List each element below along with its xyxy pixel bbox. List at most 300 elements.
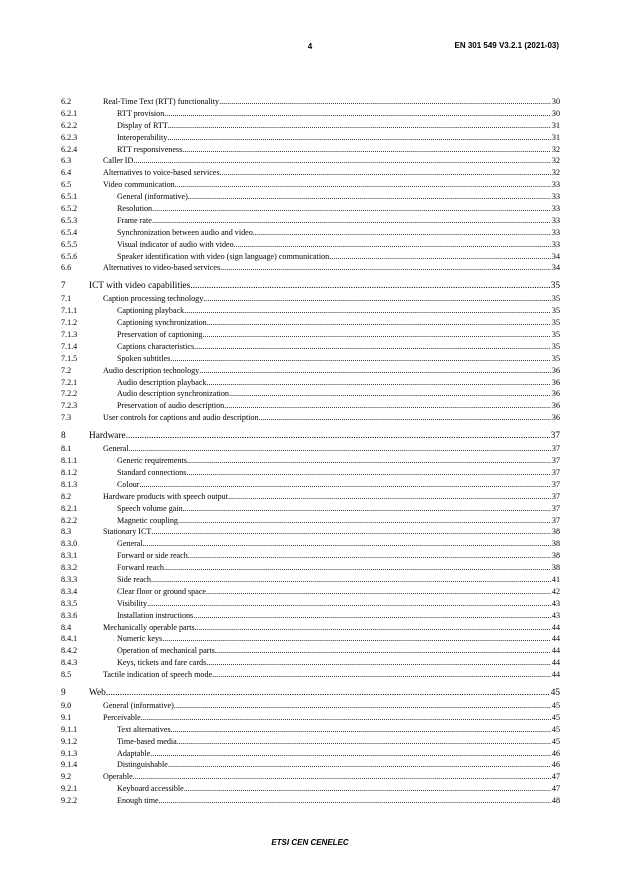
toc-entry-number: 7.1.1 — [61, 306, 78, 316]
toc-entry-title: Operable — [103, 772, 133, 782]
toc-entry[interactable] — [61, 341, 560, 353]
toc-entry-title: General (informative) — [117, 192, 188, 202]
toc-entry[interactable] — [61, 633, 560, 645]
toc-entry-title: Keyboard accessible — [117, 784, 184, 794]
toc-dot-leader — [150, 748, 551, 760]
toc-entry[interactable] — [61, 167, 560, 179]
toc-entry-title: General — [117, 539, 143, 549]
toc-entry-page: 37 — [551, 456, 560, 466]
toc-entry-page: 32 — [551, 168, 560, 178]
toc-entry-number: 9 — [61, 687, 66, 698]
toc-dot-leader — [183, 503, 551, 515]
table-of-contents — [61, 96, 560, 807]
toc-entry-title: Preservation of audio description — [117, 401, 225, 411]
toc-dot-leader — [168, 759, 551, 771]
toc-entry-page: 45 — [550, 687, 560, 698]
toc-entry-page: 38 — [551, 551, 560, 561]
toc-entry-title: Audio description playback — [117, 377, 207, 387]
toc-entry[interactable] — [61, 586, 560, 598]
toc-entry-body — [117, 455, 560, 467]
toc-entry-body — [117, 657, 560, 669]
toc-entry[interactable] — [61, 179, 560, 191]
toc-entry-body — [103, 96, 560, 108]
toc-entry-body — [103, 365, 560, 377]
toc-entry-page: 37 — [551, 479, 560, 489]
toc-entry-number: 6.5.2 — [61, 204, 78, 214]
toc-entry-page: 33 — [551, 180, 560, 190]
toc-entry-page: 41 — [551, 574, 560, 584]
toc-entry-page: 34 — [551, 263, 560, 273]
toc-entry-page: 36 — [551, 365, 560, 375]
toc-entry[interactable] — [61, 317, 560, 329]
page-number: 4 — [307, 42, 313, 51]
toc-entry[interactable] — [61, 467, 560, 479]
toc-dot-leader — [174, 700, 551, 712]
toc-entry-number: 6.2.3 — [61, 132, 78, 142]
toc-entry[interactable] — [61, 251, 560, 263]
toc-entry-page: 36 — [551, 377, 560, 387]
toc-entry-number: 9.2 — [61, 772, 72, 782]
toc-entry-title: Generic requirements — [117, 456, 187, 466]
toc-entry-page: 36 — [551, 389, 560, 399]
toc-entry[interactable] — [61, 400, 560, 412]
toc-entry-number: 9.1.4 — [61, 760, 78, 770]
toc-entry[interactable] — [61, 96, 560, 108]
toc-entry-title: Visual indicator of audio with video — [117, 239, 234, 249]
toc-entry-page: 33 — [551, 227, 560, 237]
toc-entry-title: Interoperability — [117, 132, 168, 142]
toc-entry-number: 6.5.3 — [61, 215, 78, 225]
toc-dot-leader — [259, 412, 551, 424]
toc-entry-body — [117, 120, 560, 132]
toc-entry-page: 36 — [551, 401, 560, 411]
toc-entry-body — [103, 771, 560, 783]
toc-dot-leader — [206, 377, 550, 389]
toc-entry-body — [117, 759, 560, 771]
toc-dot-leader — [151, 574, 551, 586]
toc-entry-title: Caller ID — [103, 156, 134, 166]
toc-entry-number: 9.2.1 — [61, 784, 78, 794]
toc-entry-title: Forward reach — [117, 563, 164, 573]
toc-entry-title: Display of RTT — [117, 120, 168, 130]
toc-dot-leader — [139, 479, 550, 491]
toc-entry-body — [117, 144, 560, 156]
toc-entry-page: 37 — [551, 491, 560, 501]
toc-entry[interactable] — [61, 203, 560, 215]
toc-dot-leader — [220, 262, 551, 274]
toc-entry-number: 7.1.2 — [61, 318, 78, 328]
toc-entry-number: 7.1 — [61, 294, 72, 304]
toc-entry[interactable] — [61, 526, 560, 538]
toc-entry[interactable] — [61, 388, 560, 400]
toc-entry-title: Magnetic coupling — [117, 515, 178, 525]
toc-entry-page: 33 — [551, 192, 560, 202]
toc-entry-page: 33 — [551, 215, 560, 225]
toc-entry-number: 9.1.1 — [61, 724, 78, 734]
toc-entry-title: Text alternatives — [117, 724, 171, 734]
toc-entry-number: 8.3.3 — [61, 574, 78, 584]
toc-dot-leader — [164, 562, 551, 574]
toc-entry-body — [117, 305, 560, 317]
toc-entry-body — [117, 783, 560, 795]
toc-entry[interactable] — [61, 305, 560, 317]
toc-entry[interactable] — [61, 491, 560, 503]
toc-entry-number: 6.3 — [61, 156, 72, 166]
toc-entry[interactable] — [61, 191, 560, 203]
toc-entry-number: 6.5.1 — [61, 192, 78, 202]
toc-entry-page: 38 — [551, 527, 560, 537]
toc-entry-page: 33 — [551, 239, 560, 249]
toc-entry[interactable] — [61, 215, 560, 227]
toc-entry-page: 46 — [551, 748, 560, 758]
toc-entry[interactable] — [61, 657, 560, 669]
toc-entry[interactable] — [61, 748, 560, 760]
toc-entry-title: Web — [89, 687, 106, 698]
toc-entry-title: Synchronization between audio and video — [117, 227, 253, 237]
toc-entry-title: Visibility — [117, 598, 148, 608]
toc-dot-leader — [193, 610, 551, 622]
toc-entry-title: Standard connections — [117, 467, 187, 477]
toc-entry[interactable] — [61, 610, 560, 622]
toc-entry-number: 8.3 — [61, 527, 72, 537]
toc-dot-leader — [212, 669, 551, 681]
toc-entry-number: 8.3.6 — [61, 610, 78, 620]
toc-dot-leader — [129, 443, 551, 455]
toc-dot-leader — [224, 400, 551, 412]
toc-entry-page: 45 — [551, 712, 560, 722]
toc-dot-leader — [159, 795, 551, 807]
toc-entry-body — [117, 239, 560, 251]
toc-dot-leader — [147, 598, 551, 610]
toc-entry[interactable] — [61, 700, 560, 712]
toc-entry-body — [117, 227, 560, 239]
toc-entry-number: 7.2.2 — [61, 389, 78, 399]
toc-entry-number: 8.5 — [61, 670, 72, 680]
toc-entry-number: 8.2.2 — [61, 515, 78, 525]
toc-entry-body — [117, 645, 560, 657]
toc-dot-leader — [126, 430, 550, 443]
toc-entry-page: 45 — [551, 700, 560, 710]
toc-entry[interactable] — [61, 736, 560, 748]
toc-entry-number: 9.1 — [61, 712, 72, 722]
toc-entry-body — [103, 167, 560, 179]
toc-entry-body — [117, 538, 560, 550]
toc-dot-leader — [182, 144, 551, 156]
toc-entry[interactable] — [61, 503, 560, 515]
toc-entry-number: 9.0 — [61, 700, 72, 710]
toc-entry[interactable] — [61, 262, 560, 274]
toc-entry-title: Captions characteristics — [117, 341, 195, 351]
toc-entry[interactable] — [61, 538, 560, 550]
toc-entry-page: 47 — [551, 772, 560, 782]
toc-entry-number: 8.3.5 — [61, 598, 78, 608]
toc-entry-number: 8.1.2 — [61, 467, 78, 477]
toc-entry-body — [117, 574, 560, 586]
toc-entry-body — [117, 633, 560, 645]
toc-entry-title: Tactile indication of speech mode — [103, 670, 213, 680]
toc-entry-page: 45 — [551, 736, 560, 746]
toc-dot-leader — [188, 550, 551, 562]
toc-entry-title: Spoken subtitles — [117, 353, 171, 363]
toc-dot-leader — [170, 353, 551, 365]
toc-entry-title: Resolution — [117, 204, 153, 214]
document-id: EN 301 549 V3.2.1 (2021-03) — [454, 41, 559, 50]
toc-entry-number: 8.4.2 — [61, 646, 78, 656]
toc-entry-number: 7.1.5 — [61, 353, 78, 363]
toc-entry[interactable] — [61, 598, 560, 610]
toc-entry-body — [117, 515, 560, 527]
toc-entry-title: Caption processing technology — [103, 294, 204, 304]
toc-entry-page: 45 — [551, 724, 560, 734]
toc-entry-page: 35 — [551, 330, 560, 340]
toc-entry[interactable] — [61, 108, 560, 120]
toc-entry[interactable] — [61, 771, 560, 783]
toc-dot-leader — [228, 491, 551, 503]
toc-entry[interactable] — [61, 622, 560, 634]
toc-dot-leader — [171, 724, 551, 736]
toc-entry-page: 31 — [551, 120, 560, 130]
toc-entry-page: 30 — [551, 108, 560, 118]
toc-entry-body — [103, 491, 560, 503]
toc-entry[interactable] — [61, 365, 560, 377]
toc-entry-title: Audio description technology — [103, 365, 200, 375]
toc-entry-body — [89, 430, 560, 443]
toc-entry-title: Frame rate — [117, 215, 152, 225]
toc-entry-number: 7 — [61, 281, 66, 292]
toc-entry[interactable] — [61, 430, 560, 443]
toc-dot-leader — [143, 538, 551, 550]
toc-entry[interactable] — [61, 443, 560, 455]
toc-entry-title: Side reach — [117, 574, 151, 584]
toc-entry-page: 30 — [551, 97, 560, 106]
toc-dot-leader — [151, 526, 551, 538]
toc-entry-body — [117, 251, 560, 263]
toc-entry-title: ICT with video capabilities — [89, 281, 191, 292]
toc-entry-page: 32 — [551, 144, 560, 154]
toc-entry-page: 37 — [551, 503, 560, 513]
toc-entry-page: 35 — [551, 353, 560, 363]
toc-entry-number: 8.3.0 — [61, 539, 78, 549]
toc-entry-number: 8.2 — [61, 491, 72, 501]
toc-entry-body — [117, 329, 560, 341]
toc-entry-page: 32 — [551, 156, 560, 166]
toc-entry-body — [103, 443, 560, 455]
toc-entry[interactable] — [61, 550, 560, 562]
toc-entry-number: 8.1 — [61, 444, 72, 454]
toc-entry[interactable] — [61, 280, 560, 293]
toc-entry-page: 38 — [551, 539, 560, 549]
toc-entry-number: 7.3 — [61, 413, 72, 423]
toc-entry[interactable] — [61, 783, 560, 795]
toc-entry[interactable] — [61, 353, 560, 365]
toc-dot-leader — [164, 108, 551, 120]
toc-entry[interactable] — [61, 479, 560, 491]
toc-entry-body — [117, 108, 560, 120]
toc-entry-page: 35 — [551, 306, 560, 316]
toc-entry-number: 7.2 — [61, 365, 72, 375]
toc-entry-number: 8.1.1 — [61, 456, 78, 466]
toc-entry-body — [117, 132, 560, 144]
toc-entry-page: 37 — [550, 431, 560, 442]
toc-entry-body — [103, 262, 560, 274]
toc-entry-body — [117, 479, 560, 491]
toc-entry-title: Installation instructions — [117, 610, 194, 620]
toc-entry[interactable] — [61, 669, 560, 681]
toc-entry-number: 9.1.2 — [61, 736, 78, 746]
toc-dot-leader — [215, 645, 551, 657]
toc-dot-leader — [186, 467, 550, 479]
toc-entry-number: 8.4.1 — [61, 634, 78, 644]
toc-entry-title: General — [103, 444, 129, 454]
toc-entry-title: Captioning synchronization — [117, 318, 207, 328]
toc-dot-leader — [177, 736, 551, 748]
toc-entry-page: 33 — [551, 204, 560, 214]
toc-dot-leader — [178, 515, 551, 527]
toc-entry-number: 6.6 — [61, 263, 72, 273]
toc-entry-title: Adaptable — [117, 748, 151, 758]
toc-entry-body — [117, 562, 560, 574]
toc-entry[interactable] — [61, 759, 560, 771]
toc-entry-body — [117, 467, 560, 479]
toc-dot-leader — [188, 191, 551, 203]
toc-entry-title: Numeric keys — [117, 634, 163, 644]
toc-entry-number: 6.4 — [61, 168, 72, 178]
toc-entry-body — [117, 353, 560, 365]
toc-entry-number: 9.1.3 — [61, 748, 78, 758]
toc-entry-body — [103, 412, 560, 424]
toc-entry-title: Audio description synchronization — [117, 389, 229, 399]
toc-entry-number: 8.4.3 — [61, 658, 78, 668]
toc-entry-page: 42 — [551, 586, 560, 596]
toc-dot-leader — [106, 687, 550, 700]
toc-entry[interactable] — [61, 515, 560, 527]
toc-entry-page: 36 — [551, 413, 560, 423]
toc-entry-body — [117, 586, 560, 598]
toc-entry-page: 47 — [551, 784, 560, 794]
toc-dot-leader — [190, 280, 549, 293]
toc-entry-number: 7.1.4 — [61, 341, 78, 351]
toc-entry-title: Mechanically operable parts — [103, 622, 195, 632]
toc-dot-leader — [253, 227, 551, 239]
toc-entry-page: 44 — [551, 646, 560, 656]
toc-entry[interactable] — [61, 455, 560, 467]
toc-dot-leader — [206, 657, 551, 669]
toc-entry-page: 43 — [551, 610, 560, 620]
toc-entry-body — [89, 280, 560, 293]
toc-entry-title: Real-Time Text (RTT) functionality — [103, 97, 220, 106]
toc-entry-number: 6.5.4 — [61, 227, 78, 237]
toc-entry-title: Enough time — [117, 796, 159, 806]
toc-entry[interactable] — [61, 645, 560, 657]
toc-entry[interactable] — [61, 724, 560, 736]
toc-entry[interactable] — [61, 412, 560, 424]
toc-entry-body — [89, 687, 560, 700]
toc-entry[interactable] — [61, 144, 560, 156]
toc-entry-body — [103, 622, 560, 634]
toc-entry-number: 7.2.3 — [61, 401, 78, 411]
toc-entry[interactable] — [61, 795, 560, 807]
toc-entry-title: General (informative) — [103, 700, 174, 710]
toc-dot-leader — [199, 365, 551, 377]
toc-entry[interactable] — [61, 574, 560, 586]
toc-entry-title: Hardware — [89, 431, 126, 442]
toc-entry-body — [103, 526, 560, 538]
toc-dot-leader — [141, 712, 551, 724]
toc-entry-number: 8.1.3 — [61, 479, 78, 489]
toc-entry-body — [117, 388, 560, 400]
toc-entry[interactable] — [61, 227, 560, 239]
toc-entry-body — [117, 748, 560, 760]
toc-entry[interactable] — [61, 132, 560, 144]
toc-entry-number: 7.2.1 — [61, 377, 78, 387]
toc-entry-page: 34 — [551, 251, 560, 261]
toc-dot-leader — [168, 120, 551, 132]
toc-entry-page: 38 — [551, 563, 560, 573]
toc-entry-page: 37 — [551, 444, 560, 454]
toc-dot-leader — [194, 341, 551, 353]
toc-entry[interactable] — [61, 239, 560, 251]
toc-entry-page: 44 — [551, 634, 560, 644]
toc-entry-body — [117, 191, 560, 203]
toc-entry[interactable] — [61, 562, 560, 574]
toc-entry-title: RTT provision — [117, 108, 165, 118]
toc-dot-leader — [229, 388, 551, 400]
toc-entry-title: RTT responsiveness — [117, 144, 183, 154]
toc-entry[interactable] — [61, 712, 560, 724]
toc-entry-title: Video communication — [103, 180, 175, 190]
toc-dot-leader — [219, 96, 551, 108]
toc-entry-page: 44 — [551, 670, 560, 680]
toc-entry-body — [117, 795, 560, 807]
toc-entry-body — [103, 700, 560, 712]
toc-entry-title: Time-based media — [117, 736, 177, 746]
toc-entry-body — [117, 736, 560, 748]
toc-dot-leader — [234, 239, 551, 251]
toc-dot-leader — [203, 293, 551, 305]
toc-entry-body — [117, 203, 560, 215]
toc-entry-body — [117, 503, 560, 515]
toc-entry[interactable] — [61, 293, 560, 305]
toc-entry[interactable] — [61, 120, 560, 132]
toc-entry[interactable] — [61, 329, 560, 341]
toc-entry-page: 44 — [551, 622, 560, 632]
toc-entry[interactable] — [61, 377, 560, 389]
toc-entry-page: 35 — [551, 341, 560, 351]
toc-dot-leader — [167, 132, 551, 144]
toc-entry-page: 37 — [551, 515, 560, 525]
toc-entry[interactable] — [61, 155, 560, 167]
toc-entry-title: Stationary ICT — [103, 527, 152, 537]
toc-dot-leader — [152, 215, 551, 227]
toc-dot-leader — [184, 305, 551, 317]
toc-entry-number: 8 — [61, 431, 66, 442]
toc-entry-number: 6.5.5 — [61, 239, 78, 249]
toc-entry-body — [117, 400, 560, 412]
toc-entry-body — [117, 550, 560, 562]
toc-entry-page: 35 — [551, 318, 560, 328]
toc-entry-page: 46 — [551, 760, 560, 770]
toc-dot-leader — [175, 179, 551, 191]
toc-dot-leader — [207, 317, 551, 329]
toc-entry-body — [117, 317, 560, 329]
toc-entry-title: Captioning playback — [117, 306, 185, 316]
toc-entry-body — [117, 610, 560, 622]
toc-dot-leader — [184, 783, 551, 795]
toc-entry[interactable] — [61, 687, 560, 700]
toc-entry-body — [117, 598, 560, 610]
toc-entry-body — [103, 293, 560, 305]
page-footer: ETSI CEN CENELEC — [271, 838, 349, 847]
